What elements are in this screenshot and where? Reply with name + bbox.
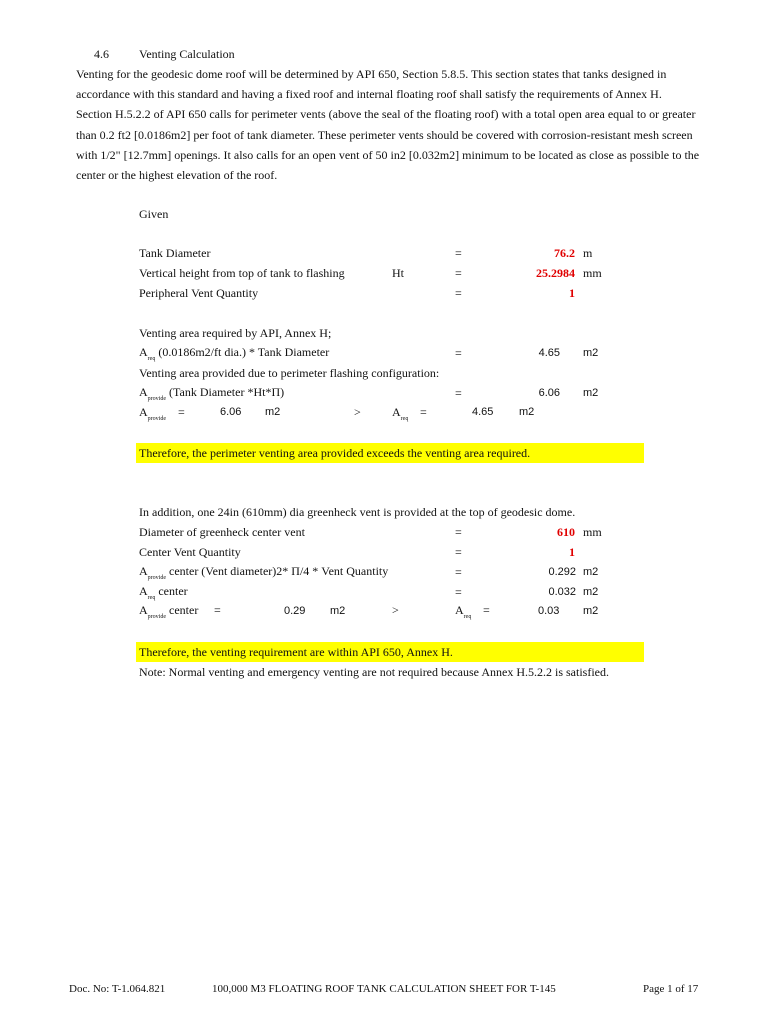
prov-area-value: 6.06	[538, 387, 560, 399]
equals-sign: =	[483, 603, 490, 617]
area-subscript: provide	[147, 575, 166, 581]
vertical-height-symbol: Ht	[392, 266, 404, 280]
greater-than-sign: >	[354, 405, 361, 419]
perimeter-conclusion-highlight	[136, 443, 644, 463]
intro-line: than 0.2 ft2 [0.0186m2] per foot of tank diameter. These perimeter vents should be covered with corrosion-resistant mesh screen	[76, 127, 693, 142]
equals-sign: =	[420, 405, 427, 419]
vertical-height-value: 25.2984	[536, 266, 575, 280]
center-compare-req-value: 0.03	[538, 605, 560, 617]
area-symbol: A	[139, 584, 148, 598]
intro-line: Section H.5.2.2 of API 650 calls for perimeter vents (above the seal of the floating roof) with a total open area equal to or greater	[76, 107, 696, 122]
prov-heading: Venting area provided due to perimeter flashing configuration:	[139, 366, 440, 380]
intro-line: accordance with this standard and having a fixed roof and internal floating roof shall satisfy the requirements of Annex H.	[76, 87, 662, 102]
area-symbol: A	[139, 345, 148, 359]
center-req-value: 0.032	[548, 586, 576, 598]
area-subscript: req	[147, 356, 156, 362]
req-area-unit: m2	[583, 347, 599, 359]
equals-sign: =	[455, 246, 462, 260]
equals-sign: =	[455, 346, 462, 360]
center-diameter-unit: mm	[583, 525, 602, 539]
tank-diameter-value: 76.2	[554, 246, 575, 260]
prov-area-unit: m2	[583, 387, 599, 399]
center-prov-formula-text: center (Vent diameter)2* Π/4 * Vent Quantity	[169, 564, 389, 578]
vent-quantity-value: 1	[569, 286, 575, 300]
area-symbol: A	[139, 385, 148, 399]
vent-quantity-label: Peripheral Vent Quantity	[139, 286, 259, 300]
req-formula	[139, 345, 329, 360]
center-prov-formula	[139, 564, 388, 579]
compare-provide-unit: m2	[265, 406, 281, 418]
equals-sign: =	[455, 286, 462, 300]
footer-doc-number: Doc. No: T-1.064.821	[69, 983, 166, 995]
area-symbol: A	[139, 564, 148, 578]
equals-sign: =	[455, 545, 462, 559]
intro-line: Venting for the geodesic dome roof will be determined by API 650, Section 5.8.5. This section states that tanks designed in	[76, 67, 667, 81]
given-heading: Given	[139, 207, 169, 221]
vertical-height-unit: mm	[583, 266, 602, 280]
tank-diameter-unit: m	[583, 246, 593, 260]
center-note: Note: Normal venting and emergency venting are not required because Annex H.5.2.2 is satisfied.	[139, 665, 609, 679]
compare-req-unit: m2	[519, 406, 535, 418]
center-conclusion-highlight	[136, 642, 644, 662]
section-number: 4.6	[94, 47, 109, 61]
area-subscript: provide	[147, 396, 166, 402]
footer-page-number: Page 1 of 17	[643, 983, 699, 995]
center-quantity-value: 1	[569, 545, 575, 559]
center-diameter-label: Diameter of greenheck center vent	[139, 525, 305, 539]
prov-formula-text: (Tank Diameter *Ht*Π)	[169, 385, 285, 399]
center-prov-value: 0.292	[548, 566, 576, 578]
compare-provide-symbol: $A_{provide}$	[139, 405, 166, 422]
equals-sign: =	[455, 525, 462, 539]
center-prov-unit: m2	[583, 566, 599, 578]
center-req-formula-text: center	[158, 584, 188, 598]
center-quantity-label: Center Vent Quantity	[139, 545, 241, 559]
equals-sign: =	[214, 603, 221, 617]
intro-paragraph	[76, 64, 716, 185]
center-diameter-value: 610	[557, 525, 575, 539]
intro-line: center or the highest elevation of the roof.	[76, 168, 278, 183]
equals-sign: =	[455, 585, 462, 599]
tank-diameter-label: Tank Diameter	[139, 246, 211, 260]
compare-req-value: 4.65	[472, 406, 494, 418]
req-formula-text: (0.0186m2/ft dia.) * Tank Diameter	[158, 345, 330, 359]
footer-title: 100,000 M3 FLOATING ROOF TANK CALCULATION SHEET FOR T-145	[212, 983, 556, 995]
center-intro: In addition, one 24in (610mm) dia greenheck vent is provided at the top of geodesic dome.	[139, 505, 576, 519]
section-title: Venting Calculation	[139, 47, 235, 61]
perimeter-conclusion: Therefore, the perimeter venting area provided exceeds the venting area required.	[139, 446, 531, 460]
req-heading: Venting area required by API, Annex H;	[139, 326, 332, 340]
compare-req-symbol: $A_{req}$	[392, 405, 409, 422]
area-subscript: req	[147, 595, 156, 601]
prov-formula	[139, 385, 284, 400]
greater-than-sign: >	[392, 603, 399, 617]
center-req-formula	[139, 584, 188, 599]
center-compare-req: $A_{req}$	[455, 603, 472, 620]
center-compare-provide-value: 0.29	[284, 605, 306, 617]
intro-line: with 1/2" [12.7mm] openings. It also calls for an open vent of 50 in2 [0.032m2] minimum to be located as close as possible to the	[76, 147, 700, 162]
vertical-height-label: Vertical height from top of tank to flashing	[139, 266, 345, 280]
equals-sign: =	[455, 386, 462, 400]
center-compare-provide-unit: m2	[330, 605, 346, 617]
center-req-unit: m2	[583, 586, 599, 598]
center-compare-req-unit: m2	[583, 605, 599, 617]
equals-sign: =	[455, 565, 462, 579]
equals-sign: =	[455, 266, 462, 280]
center-compare-provide: $A_{provide}$ center	[139, 603, 199, 620]
req-area-value: 4.65	[538, 347, 560, 359]
compare-provide-value: 6.06	[220, 406, 242, 418]
equals-sign: =	[178, 405, 185, 419]
center-conclusion: Therefore, the venting requirement are within API 650, Annex H.	[139, 645, 453, 659]
